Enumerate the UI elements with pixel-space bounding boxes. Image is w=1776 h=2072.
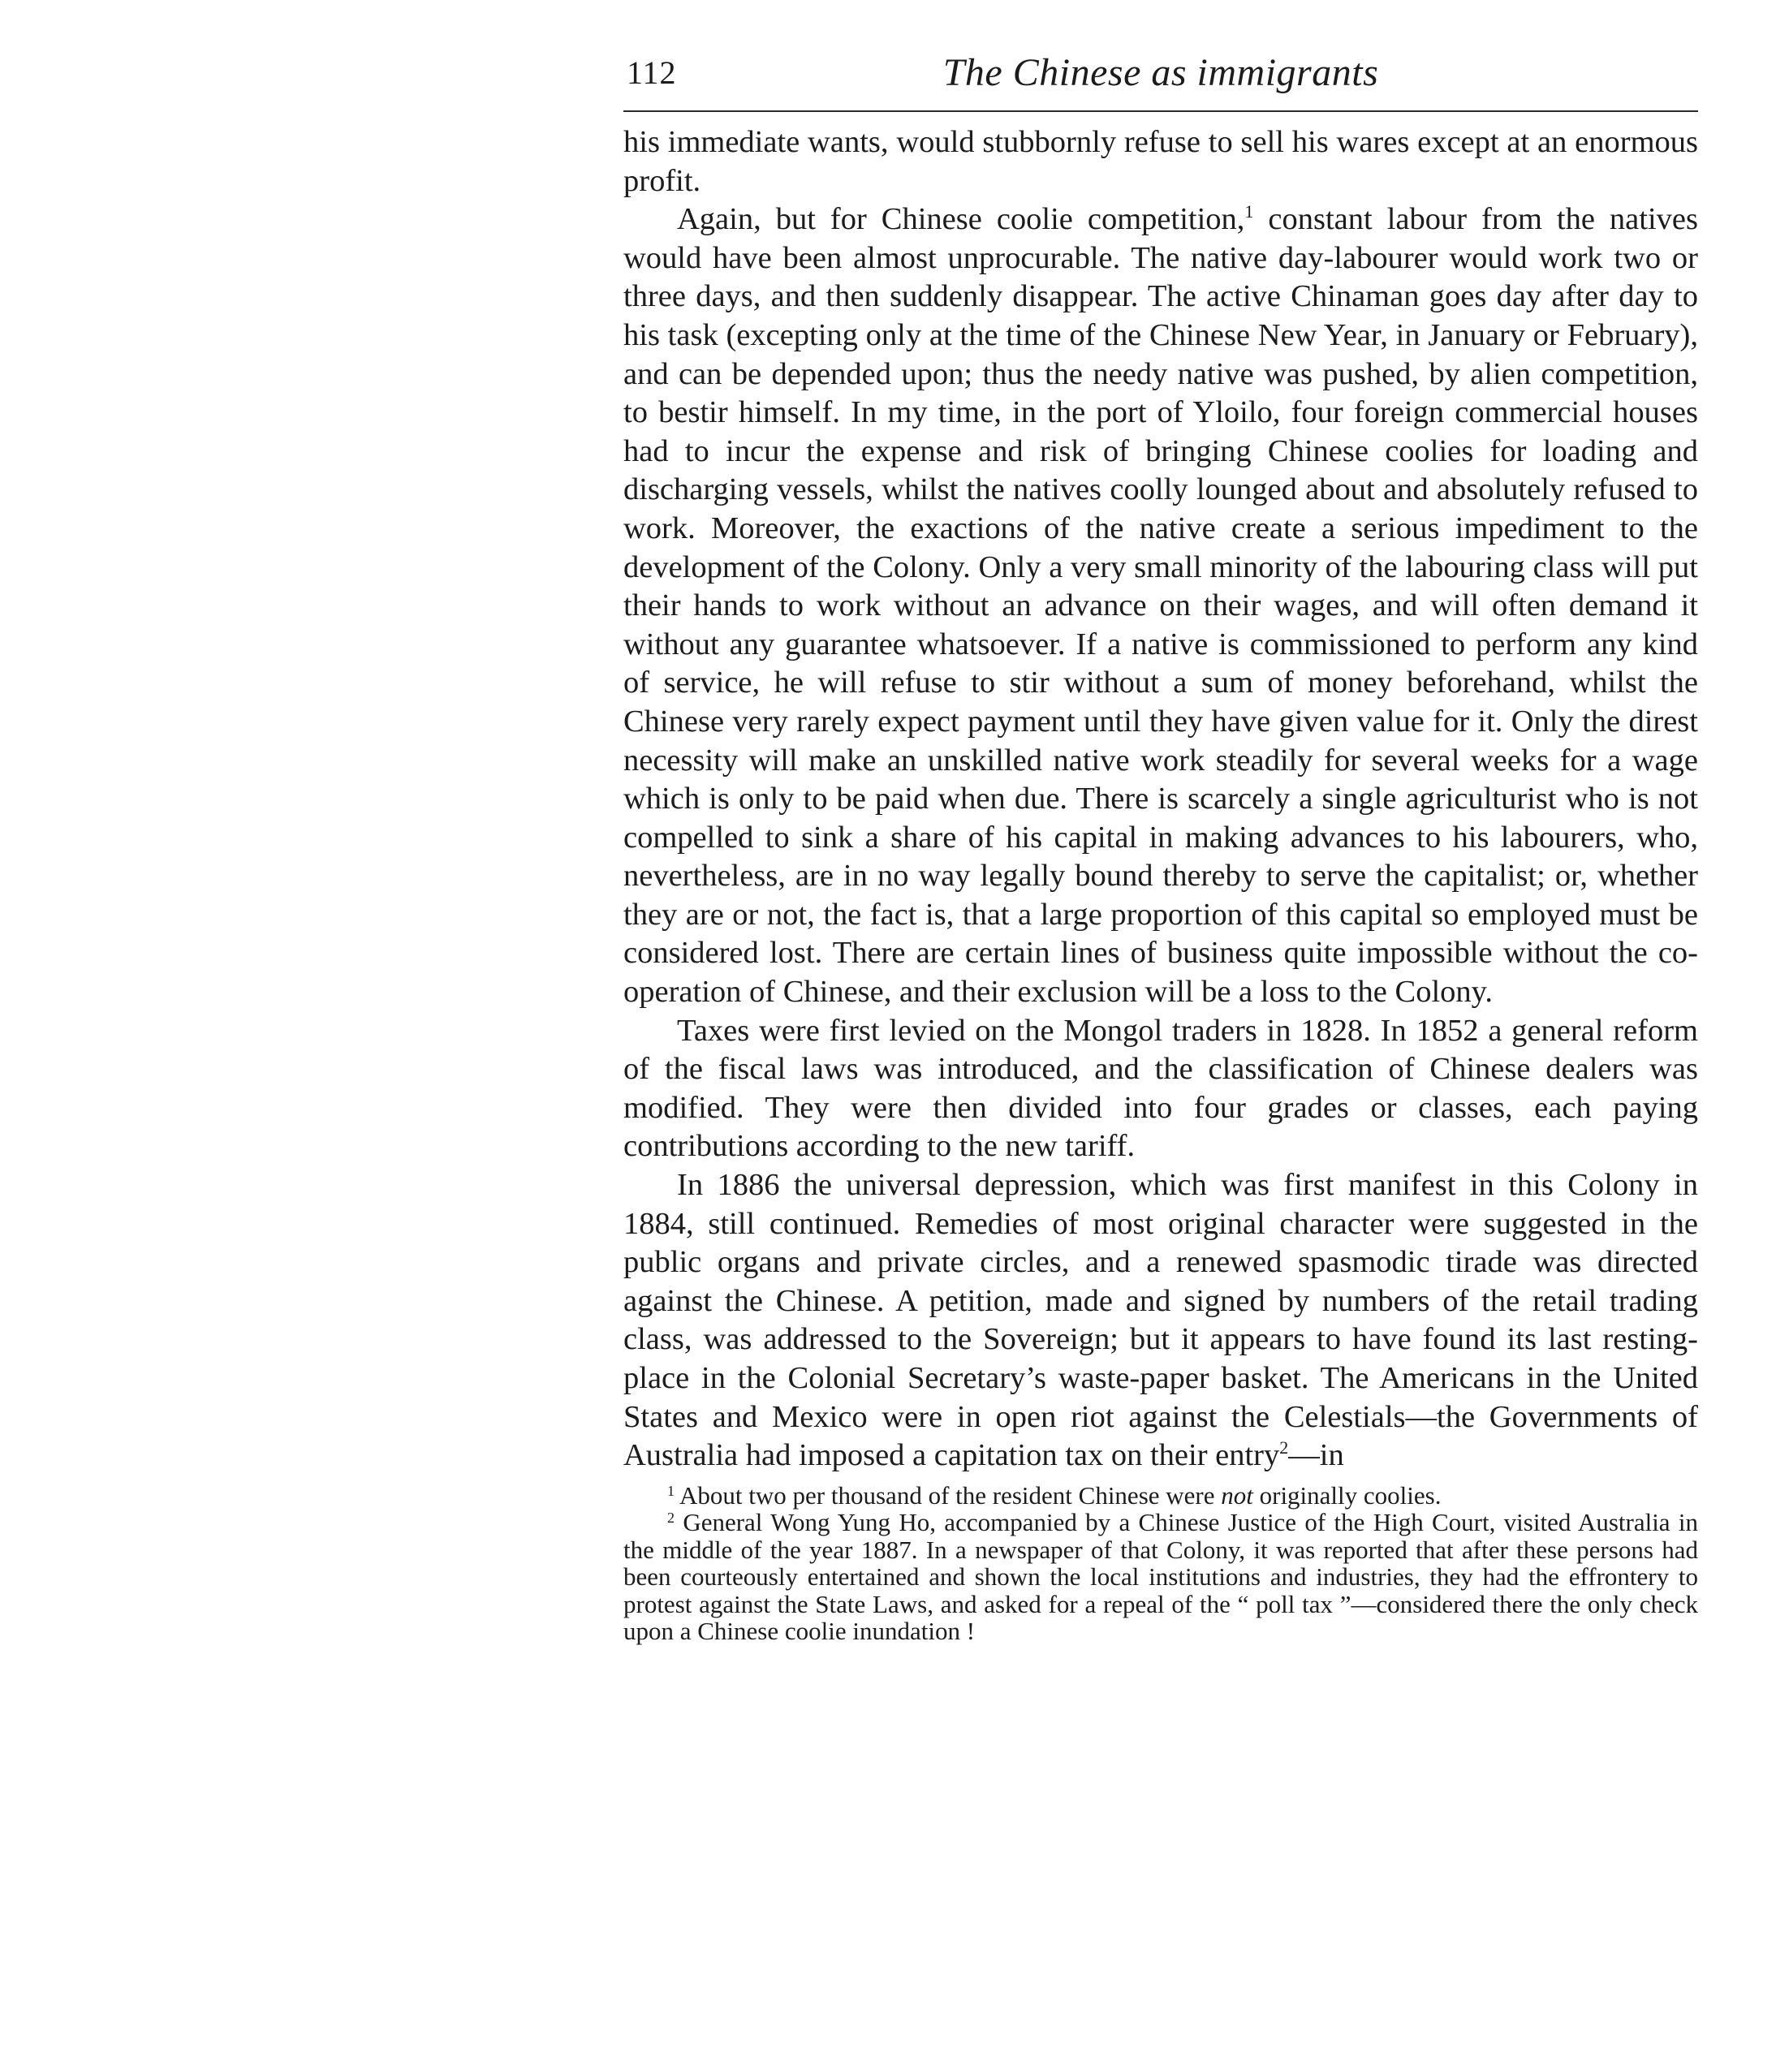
paragraph-3 — [623, 1012, 1698, 1166]
paragraph-1 — [623, 123, 1698, 200]
paragraph-2-text-a: Again, but for Chinese coolie competition, — [677, 202, 1245, 237]
paragraph-4 — [623, 1166, 1698, 1475]
footnote-2-marker: 2 — [667, 1510, 675, 1527]
footnote-1-emphasis: not — [1221, 1480, 1253, 1510]
footnote-ref-2: 2 — [1279, 1437, 1289, 1458]
footnotes — [623, 1482, 1698, 1645]
footnote-2 — [623, 1509, 1698, 1645]
running-head — [623, 49, 1698, 106]
paragraph-2-text-b: constant labour from the natives would have been almost unprocurable. The native day-labourer would work two or three days, and then suddenly disappear. The active Chinaman goes day after day to his task (excepting only at the time of the Chinese New Year, in January or February), and can be depended upon; thus the needy native was pushed, by alien competition, to bestir himself. In my time, in the port of Yloilo, four foreign commercial houses had to incur the expense and risk of bringing Chinese coolies for loading and discharging vessels, whilst the natives coolly lounged about and absolutely refused to work. Moreover, the exactions of the native create a serious impediment to the development of the Colony. Only a very small minority of the labouring class will put their hands to work without an advance on their wages, and will often demand it without any guarantee whatsoever. If a native is commissioned to perform any kind of service, he will refuse to stir without a sum of money beforehand, whilst the Chinese very rarely expect payment until they have given value for it. Only the direst necessity will make an unskilled native work steadily for several weeks for a wage which is only to be paid when due. There is scarcely a single agriculturist who is not compelled to sink a share of his capital in making advances to his labourers, who, nevertheless, are in no way legally bound thereby to serve the capitalist; or, whether they are or not, the fact is, that a large proportion of this capital so employed must be considered lost. There are certain lines of business quite impossible without the co-operation of Chinese, and their exclusion will be a loss to the Colony. — [623, 202, 1698, 1010]
running-title: The Chinese as immigrants — [942, 51, 1379, 94]
footnote-1-text-a: About two per thousand of the resident Chinese were — [679, 1480, 1222, 1510]
footnote-ref-1: 1 — [1244, 201, 1254, 222]
page-number: 112 — [627, 54, 677, 91]
paragraph-3-text: Taxes were first levied on the Mongol traders in 1828. In 1852 a general reform of the fiscal laws was introduced, and the classification of Chinese dealers was modified. They were then divided into four grades or classes, each paying contributions according to the new tariff. — [623, 1013, 1698, 1164]
footnote-1-text-b: originally coolies. — [1252, 1480, 1442, 1510]
body-text — [623, 123, 1698, 1475]
book-page — [623, 49, 1698, 1645]
footnote-1-marker: 1 — [667, 1482, 675, 1499]
footnote-2-text: General Wong Yung Ho, accompanied by a Chinese Justice of the High Court, visited Australia in the middle of the year 1887. In a newspaper of that Colony, it was reported that after these persons had been courteously entertained and shown the local institutions and industries, they had the effrontery to protest against the State Laws, and asked for a repeal of the “ poll tax ”—considered there the only check upon a Chinese coolie inundation ! — [623, 1508, 1698, 1646]
paragraph-2 — [623, 200, 1698, 1011]
header-rule — [623, 110, 1698, 112]
paragraph-4-text-b: —in — [1288, 1438, 1344, 1473]
paragraph-1-text: his immediate wants, would stubbornly refuse to sell his wares except at an enormous profit. — [623, 125, 1698, 198]
paragraph-4-text-a: In 1886 the universal depression, which was first manifest in this Colony in 1884, still continued. Remedies of most original character were suggested in the public organs and private circles, and a renewed spasmodic tirade was directed against the Chinese. A petition, made and signed by numbers of the retail trading class, was addressed to the Sovereign; but it appears to have found its last resting-place in the Colonial Secretary’s waste-paper basket. The Americans in the United States and Mexico were in open riot against the Celestials—the Governments of Australia had imposed a capitation tax on their entry — [623, 1168, 1698, 1473]
footnote-1 — [623, 1482, 1698, 1510]
